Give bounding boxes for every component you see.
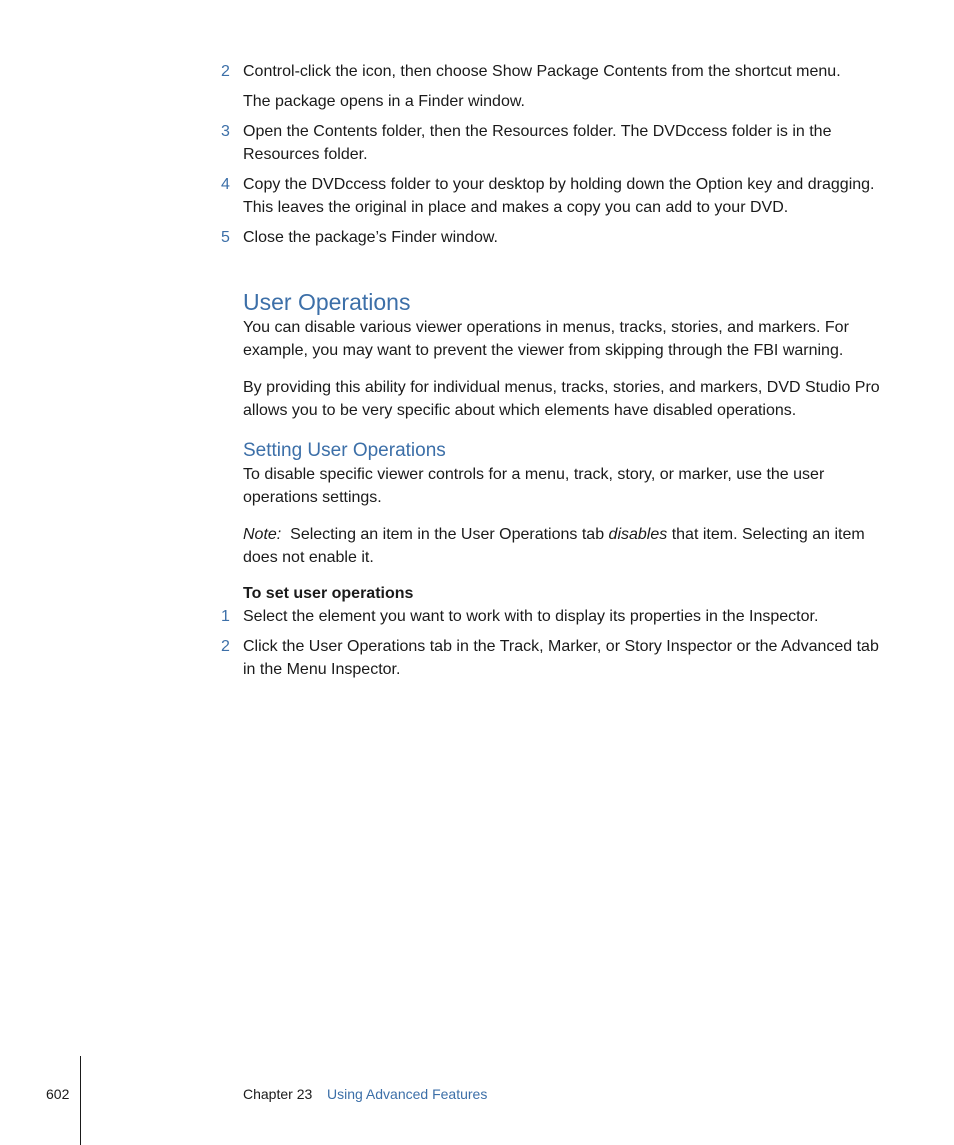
- step-text: Control-click the icon, then choose Show Package Contents from the shortcut menu.: [243, 63, 841, 80]
- page-content: [221, 60, 883, 681]
- chapter-title: Using Advanced Features: [327, 1086, 488, 1102]
- step-item: [221, 60, 883, 83]
- procedure-title: To set user operations: [243, 585, 414, 602]
- step-item: [221, 605, 883, 628]
- step-number: 5: [221, 229, 230, 246]
- footer-divider: [80, 1056, 81, 1145]
- step-item: [221, 120, 883, 166]
- step-item: [221, 173, 883, 219]
- step-text: Click the User Operations tab in the Track, Marker, or Story Inspector or the Advanced tab in the Menu Inspector.: [243, 638, 879, 678]
- step-item: [221, 226, 883, 249]
- subsection-heading: Setting User Operations: [243, 440, 446, 461]
- step-number: 4: [221, 176, 230, 193]
- step-number: 2: [221, 63, 230, 80]
- page-footer: [0, 1086, 954, 1110]
- note-label: Note:: [243, 526, 282, 543]
- section-paragraph: By providing this ability for individual menus, tracks, stories, and markers, DVD Studio Pro allows you to be very specific about which elements have disabled operations.: [243, 379, 880, 419]
- page-number: 602: [46, 1086, 70, 1102]
- chapter-label: Chapter 23: [243, 1086, 313, 1102]
- section-paragraph: You can disable various viewer operations in menus, tracks, stories, and markers. For example, you may want to prevent the viewer from skipping through the FBI warning.: [243, 319, 849, 359]
- note-text-before: Selecting an item in the User Operations tab: [290, 526, 605, 543]
- step-item: [221, 635, 883, 681]
- step-text: Close the package’s Finder window.: [243, 229, 498, 246]
- step-text: Open the Contents folder, then the Resources folder. The DVDccess folder is in the Resources folder.: [243, 123, 832, 163]
- step-text: Copy the DVDccess folder to your desktop by holding down the Option key and dragging. This leaves the original in place and makes a copy you can add to your DVD.: [243, 176, 875, 216]
- step-text: Select the element you want to work with to display its properties in the Inspector.: [243, 608, 819, 625]
- note-text-after: that item. Selecting an item does not enable it.: [243, 526, 865, 566]
- note-paragraph: [243, 523, 883, 569]
- subsection-paragraph: To disable specific viewer controls for a menu, track, story, or marker, use the user operations settings.: [243, 466, 825, 506]
- step-result: The package opens in a Finder window.: [243, 93, 525, 110]
- section-heading: User Operations: [243, 289, 411, 315]
- step-number: 1: [221, 608, 230, 625]
- note-emphasis: disables: [608, 526, 668, 543]
- step-number: 3: [221, 123, 230, 140]
- step-number: 2: [221, 638, 230, 655]
